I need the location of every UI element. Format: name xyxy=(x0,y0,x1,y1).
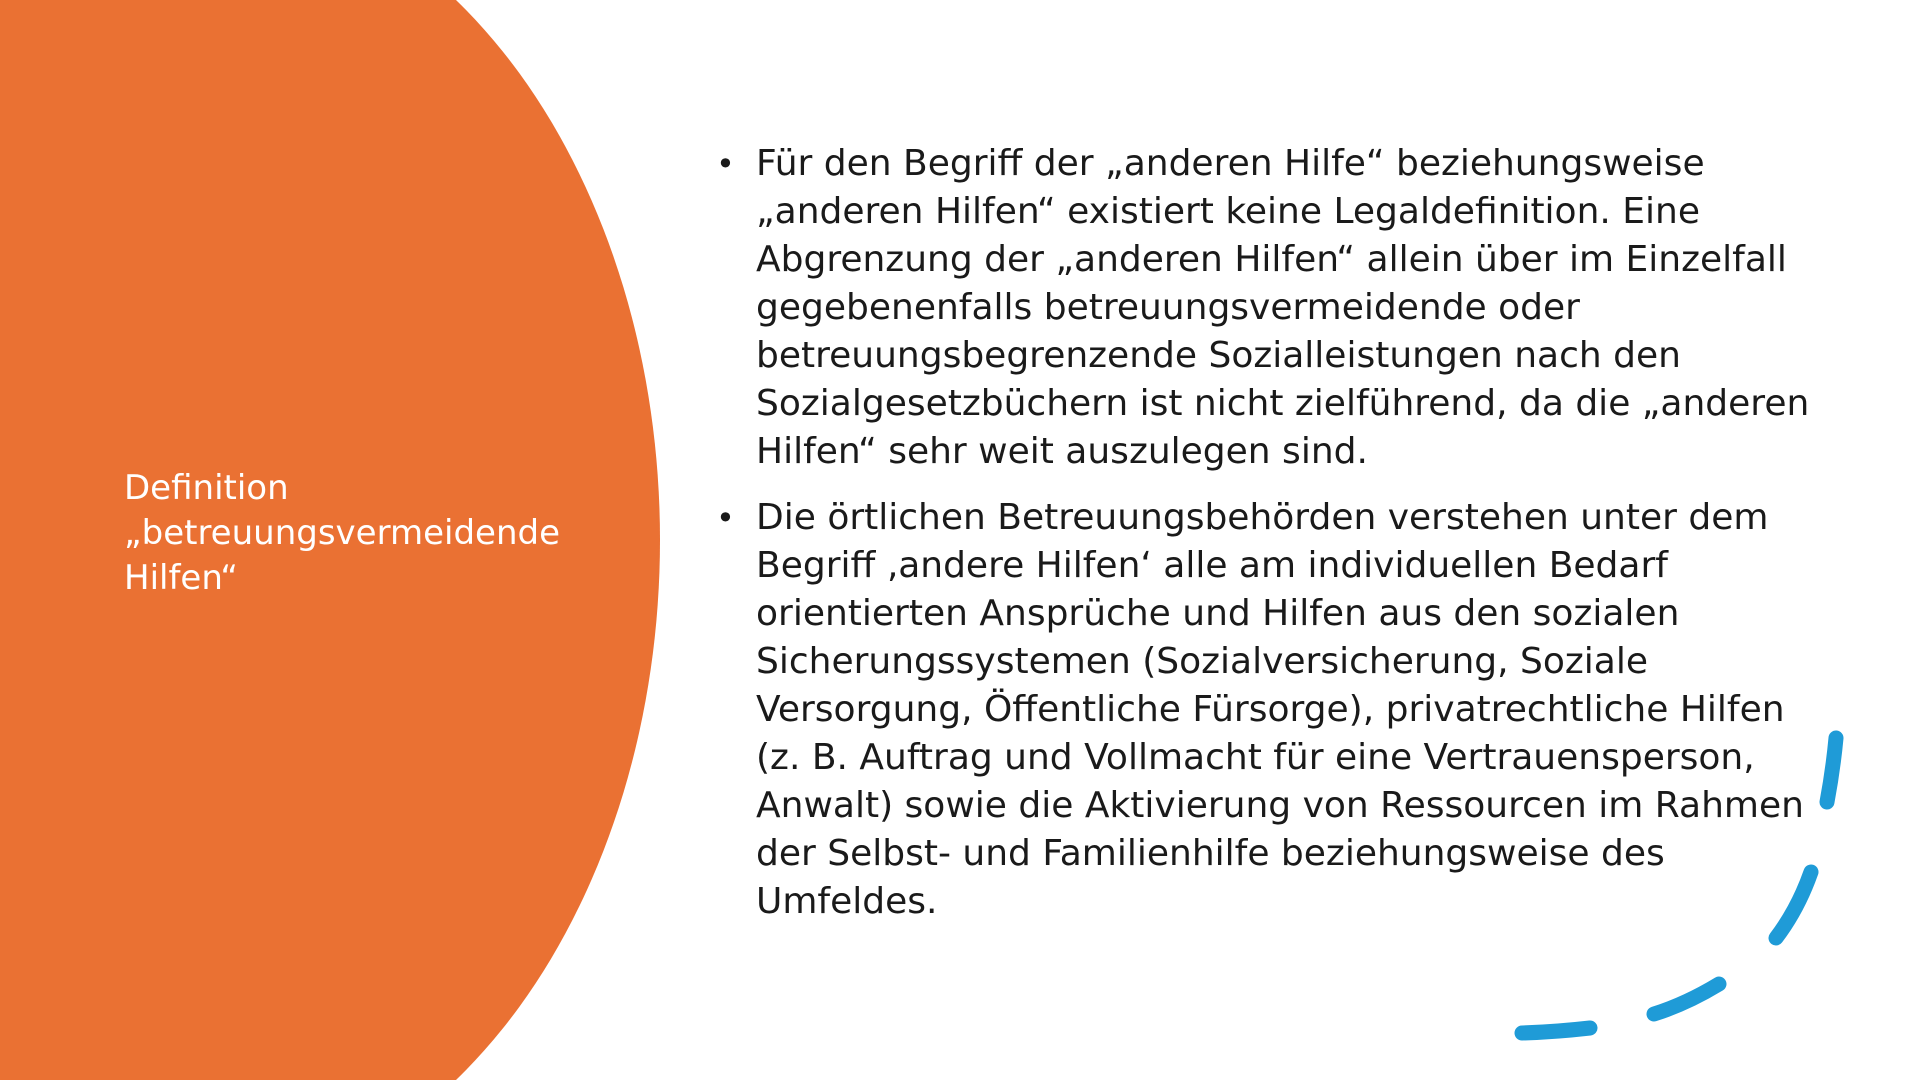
dash-segment xyxy=(1827,738,1836,802)
dash-segment xyxy=(1776,872,1811,938)
bullet-item-1: • Für den Begriff der „anderen Hilfe“ beziehungsweise „anderen Hilfen“ existiert keine Legaldefinition. Eine Abgrenzung der „anderen Hilfen“ allein über im Einzelfall gegebenenfalls betreuungsvermeidende oder betreuungsbegrenzende Sozialleistungen nach den Sozialgesetzbüchern ist nicht zielführend, da die „anderen Hilfen“ sehr weit auszulegen sind. xyxy=(716,140,1826,476)
slide-title: Definition „betreuungsvermeidende Hilfen“ xyxy=(124,468,560,598)
dash-segment xyxy=(1522,1028,1590,1033)
dash-segment xyxy=(1654,984,1719,1014)
bullet-item-2: • Die örtlichen Betreuungsbehörden verstehen unter dem Begriff ‚andere Hilfen‘ alle am individuellen Bedarf orientierten Ansprüche und Hilfen aus den sozialen Sicherungssystemen (Sozialversicherung, Soziale Versorgung, Öffentliche Fürsorge), privatrechtliche Hilfen (z. B. Auftrag und Vollmacht für eine Vertrauensperson, Anwalt) sowie die Aktivierung von Ressourcen im Rahmen der Selbst- und Familienhilfe beziehungsweise des Umfeldes. xyxy=(716,494,1826,926)
decorative-dashed-arc xyxy=(1480,720,1900,1060)
